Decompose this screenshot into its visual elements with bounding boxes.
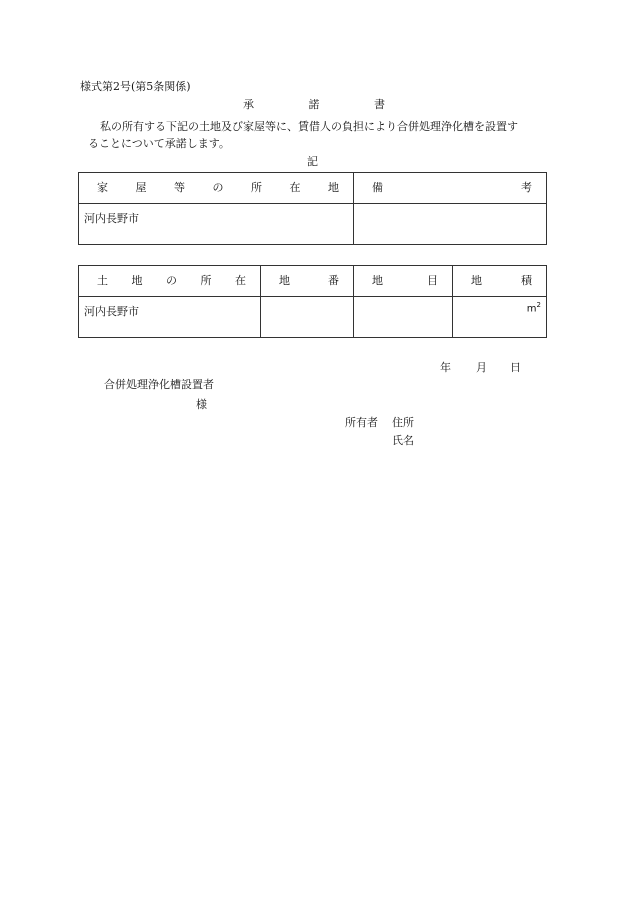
header-land-category: 地 目 — [354, 266, 453, 297]
land-location-value: 河内長野市 — [84, 305, 139, 318]
header-land-location: 土 地 の 所 在 — [79, 266, 261, 297]
land-category-value — [354, 297, 452, 305]
honorific-sama: 様 — [196, 398, 207, 411]
house-location-table — [78, 172, 547, 245]
ki-label: 記 — [307, 155, 318, 168]
area-unit: $m^2$ — [526, 301, 541, 315]
cell-remarks — [354, 204, 547, 245]
date-day: 日 — [510, 361, 521, 374]
document-title: 承 諾 書 — [243, 98, 385, 111]
cell-land-category — [354, 297, 453, 338]
header-house-location: 家 屋 等 の 所 在 地 — [79, 173, 354, 204]
cell-land-location — [79, 297, 261, 338]
addressee: 合併処理浄化槽設置者 — [104, 378, 214, 391]
owner-label: 所有者 — [345, 416, 378, 429]
body-text-line2: ることについて承諾します。 — [88, 137, 230, 150]
header-remarks: 備 考 — [354, 173, 547, 204]
form-number: 様式第2号(第5条関係) — [80, 80, 191, 93]
cell-lot-number — [261, 297, 354, 338]
body-text-line1: 私の所有する下記の土地及び家屋等に、賃借人の負担により合併処理浄化槽を設置す — [100, 120, 518, 133]
header-land-area: 地 積 — [453, 266, 547, 297]
remarks-value — [354, 204, 546, 212]
cell-land-area — [453, 297, 547, 338]
cell-house-location — [79, 204, 354, 245]
name-label: 氏名 — [392, 434, 414, 447]
date-year: 年 — [440, 361, 451, 374]
house-location-value: 河内長野市 — [84, 212, 139, 225]
header-lot-number: 地 番 — [261, 266, 354, 297]
land-table — [78, 265, 547, 338]
address-label: 住所 — [392, 416, 414, 429]
date-month: 月 — [476, 361, 487, 374]
lot-number-value — [261, 297, 353, 305]
